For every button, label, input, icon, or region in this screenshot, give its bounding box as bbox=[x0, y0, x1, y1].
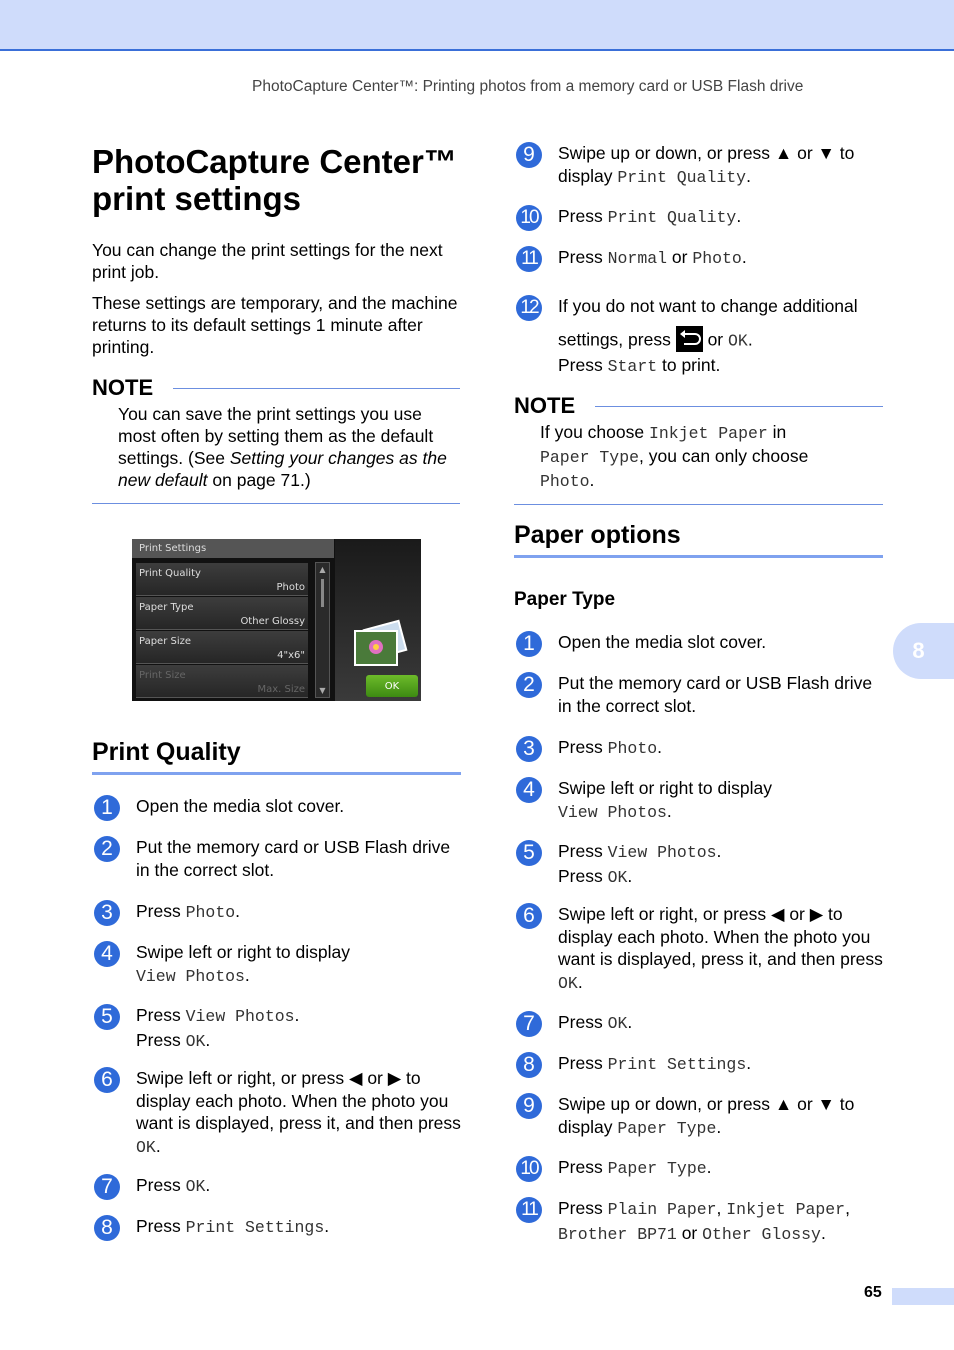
note-heading bbox=[92, 375, 460, 401]
note-heading-2 bbox=[514, 393, 883, 419]
scroll-down-icon: ▼ bbox=[319, 686, 326, 695]
pq-step-5: 5 Press View Photos. Press OK. bbox=[94, 1004, 299, 1053]
note-box-2 bbox=[514, 393, 883, 505]
step-number: 7 bbox=[94, 1174, 120, 1200]
note-box bbox=[92, 375, 460, 504]
pt-step-10: 10 Press Paper Type. bbox=[516, 1156, 712, 1182]
top-band bbox=[0, 0, 954, 51]
pq-step-10: 10 Press Print Quality. bbox=[516, 205, 741, 231]
pq-step-3: 3 Press Photo. bbox=[94, 900, 240, 926]
note-text-2: If you choose Inkjet Paper in Paper Type, you can only choose Photo. bbox=[540, 422, 809, 491]
pq-step-9: 9 Swipe up or down, or press ▲ or ▼ to display Print Quality. bbox=[516, 142, 882, 189]
note-text-pre: You can save the print settings you use most often by setting them as the default settings. (See bbox=[118, 404, 434, 468]
pt-step-3: 3 Press Photo. bbox=[516, 736, 662, 762]
paper-options-heading: Paper options bbox=[514, 521, 883, 558]
screen-row-print-size: Print Size Max. Size bbox=[136, 665, 308, 698]
step-number: 1 bbox=[94, 795, 120, 821]
step-number: 2 bbox=[516, 672, 542, 698]
print-quality-heading: Print Quality bbox=[92, 738, 461, 775]
pt-step-6: 6 Swipe left or right, or press ◀ or ▶ to display each photo. When the photo you want is displayed, press it, and then press OK. bbox=[516, 903, 884, 995]
step-number: 6 bbox=[516, 903, 542, 929]
step-number: 2 bbox=[94, 836, 120, 862]
page-number: 65 bbox=[864, 1284, 882, 1301]
intro-paragraph-1: You can change the print settings for the next print job. bbox=[92, 240, 443, 282]
scroll-up-icon: ▲ bbox=[319, 565, 326, 574]
step-number: 12 bbox=[516, 295, 542, 321]
screen-title: Print Settings bbox=[132, 539, 334, 558]
intro-paragraph-2: These settings are temporary, and the machine returns to its default settings 1 minute after printing. bbox=[92, 293, 458, 357]
screen-row-paper-type: Paper Type Other Glossy bbox=[136, 597, 308, 630]
step-number: 11 bbox=[516, 246, 542, 272]
step-number: 6 bbox=[94, 1067, 120, 1093]
note-text bbox=[118, 403, 460, 491]
page-number-bar bbox=[892, 1288, 954, 1305]
print-quality-section bbox=[92, 738, 461, 775]
note-text-post: on page 71.) bbox=[207, 470, 311, 490]
pq-step-11: 11 Press Normal or Photo. bbox=[516, 246, 747, 272]
step-number: 9 bbox=[516, 142, 542, 168]
step-number: 10 bbox=[516, 1156, 542, 1182]
pt-step-4: 4 Swipe left or right to display View Photos. bbox=[516, 777, 772, 824]
screen-scrollbar bbox=[315, 562, 330, 698]
step-number: 10 bbox=[516, 205, 542, 231]
pt-step-1: 1 Open the media slot cover. bbox=[516, 631, 766, 657]
step-number: 1 bbox=[516, 631, 542, 657]
scroll-thumb bbox=[321, 579, 324, 607]
lcd-screenshot bbox=[132, 539, 421, 701]
pt-step-9: 9 Swipe up or down, or press ▲ or ▼ to display Paper Type. bbox=[516, 1093, 882, 1140]
note-label-2: NOTE bbox=[514, 393, 576, 418]
step-number: 5 bbox=[516, 840, 542, 866]
pt-step-7: 7 Press OK. bbox=[516, 1011, 632, 1037]
left-column bbox=[92, 143, 460, 504]
step-number: 8 bbox=[516, 1052, 542, 1078]
step-number: 8 bbox=[94, 1215, 120, 1241]
pq-step-6: 6 Swipe left or right, or press ◀ or ▶ to display each photo. When the photo you want is displayed, press it, and then press OK. bbox=[94, 1067, 462, 1159]
step-number: 4 bbox=[94, 941, 120, 967]
screen-ok-button: OK bbox=[366, 675, 418, 697]
pt-step-2: 2 Put the memory card or USB Flash drive in the correct slot. bbox=[516, 672, 882, 717]
pq-step-12: 12 If you do not want to change additional settings, press or OK. Press Start to print. bbox=[516, 295, 884, 378]
pq-step-7: 7 Press OK. bbox=[94, 1174, 210, 1200]
step-number: 7 bbox=[516, 1011, 542, 1037]
back-icon bbox=[676, 326, 703, 352]
step-number: 5 bbox=[94, 1004, 120, 1030]
step-number: 9 bbox=[516, 1093, 542, 1119]
note-link[interactable]: Setting your changes as the new default bbox=[118, 448, 447, 490]
note-label: NOTE bbox=[92, 375, 154, 400]
step-number: 4 bbox=[516, 777, 542, 803]
chapter-tab: 8 bbox=[893, 623, 954, 679]
page-title: PhotoCapture Center™ print settings bbox=[92, 143, 457, 217]
running-header: PhotoCapture Center™: Printing photos from a memory card or USB Flash drive bbox=[252, 78, 804, 95]
step-number: 3 bbox=[94, 900, 120, 926]
screen-row-paper-size: Paper Size 4"x6" bbox=[136, 631, 308, 664]
paper-options-section bbox=[514, 521, 883, 611]
screen-row-print-quality: Print Quality Photo bbox=[136, 563, 308, 596]
step-number: 3 bbox=[516, 736, 542, 762]
pq-step-2: 2 Put the memory card or USB Flash drive in the correct slot. bbox=[94, 836, 460, 881]
step-number: 11 bbox=[516, 1197, 542, 1223]
pt-step-5: 5 Press View Photos. Press OK. bbox=[516, 840, 721, 889]
paper-type-subheading: Paper Type bbox=[514, 589, 616, 610]
pt-step-11: 11 Press Plain Paper, Inkjet Paper, Brother BP71 or Other Glossy. bbox=[516, 1197, 884, 1246]
pq-step-8: 8 Press Print Settings. bbox=[94, 1215, 329, 1241]
pt-step-8: 8 Press Print Settings. bbox=[516, 1052, 751, 1078]
pq-step-4: 4 Swipe left or right to display View Photos. bbox=[94, 941, 350, 988]
pq-step-1: 1 Open the media slot cover. bbox=[94, 795, 344, 821]
